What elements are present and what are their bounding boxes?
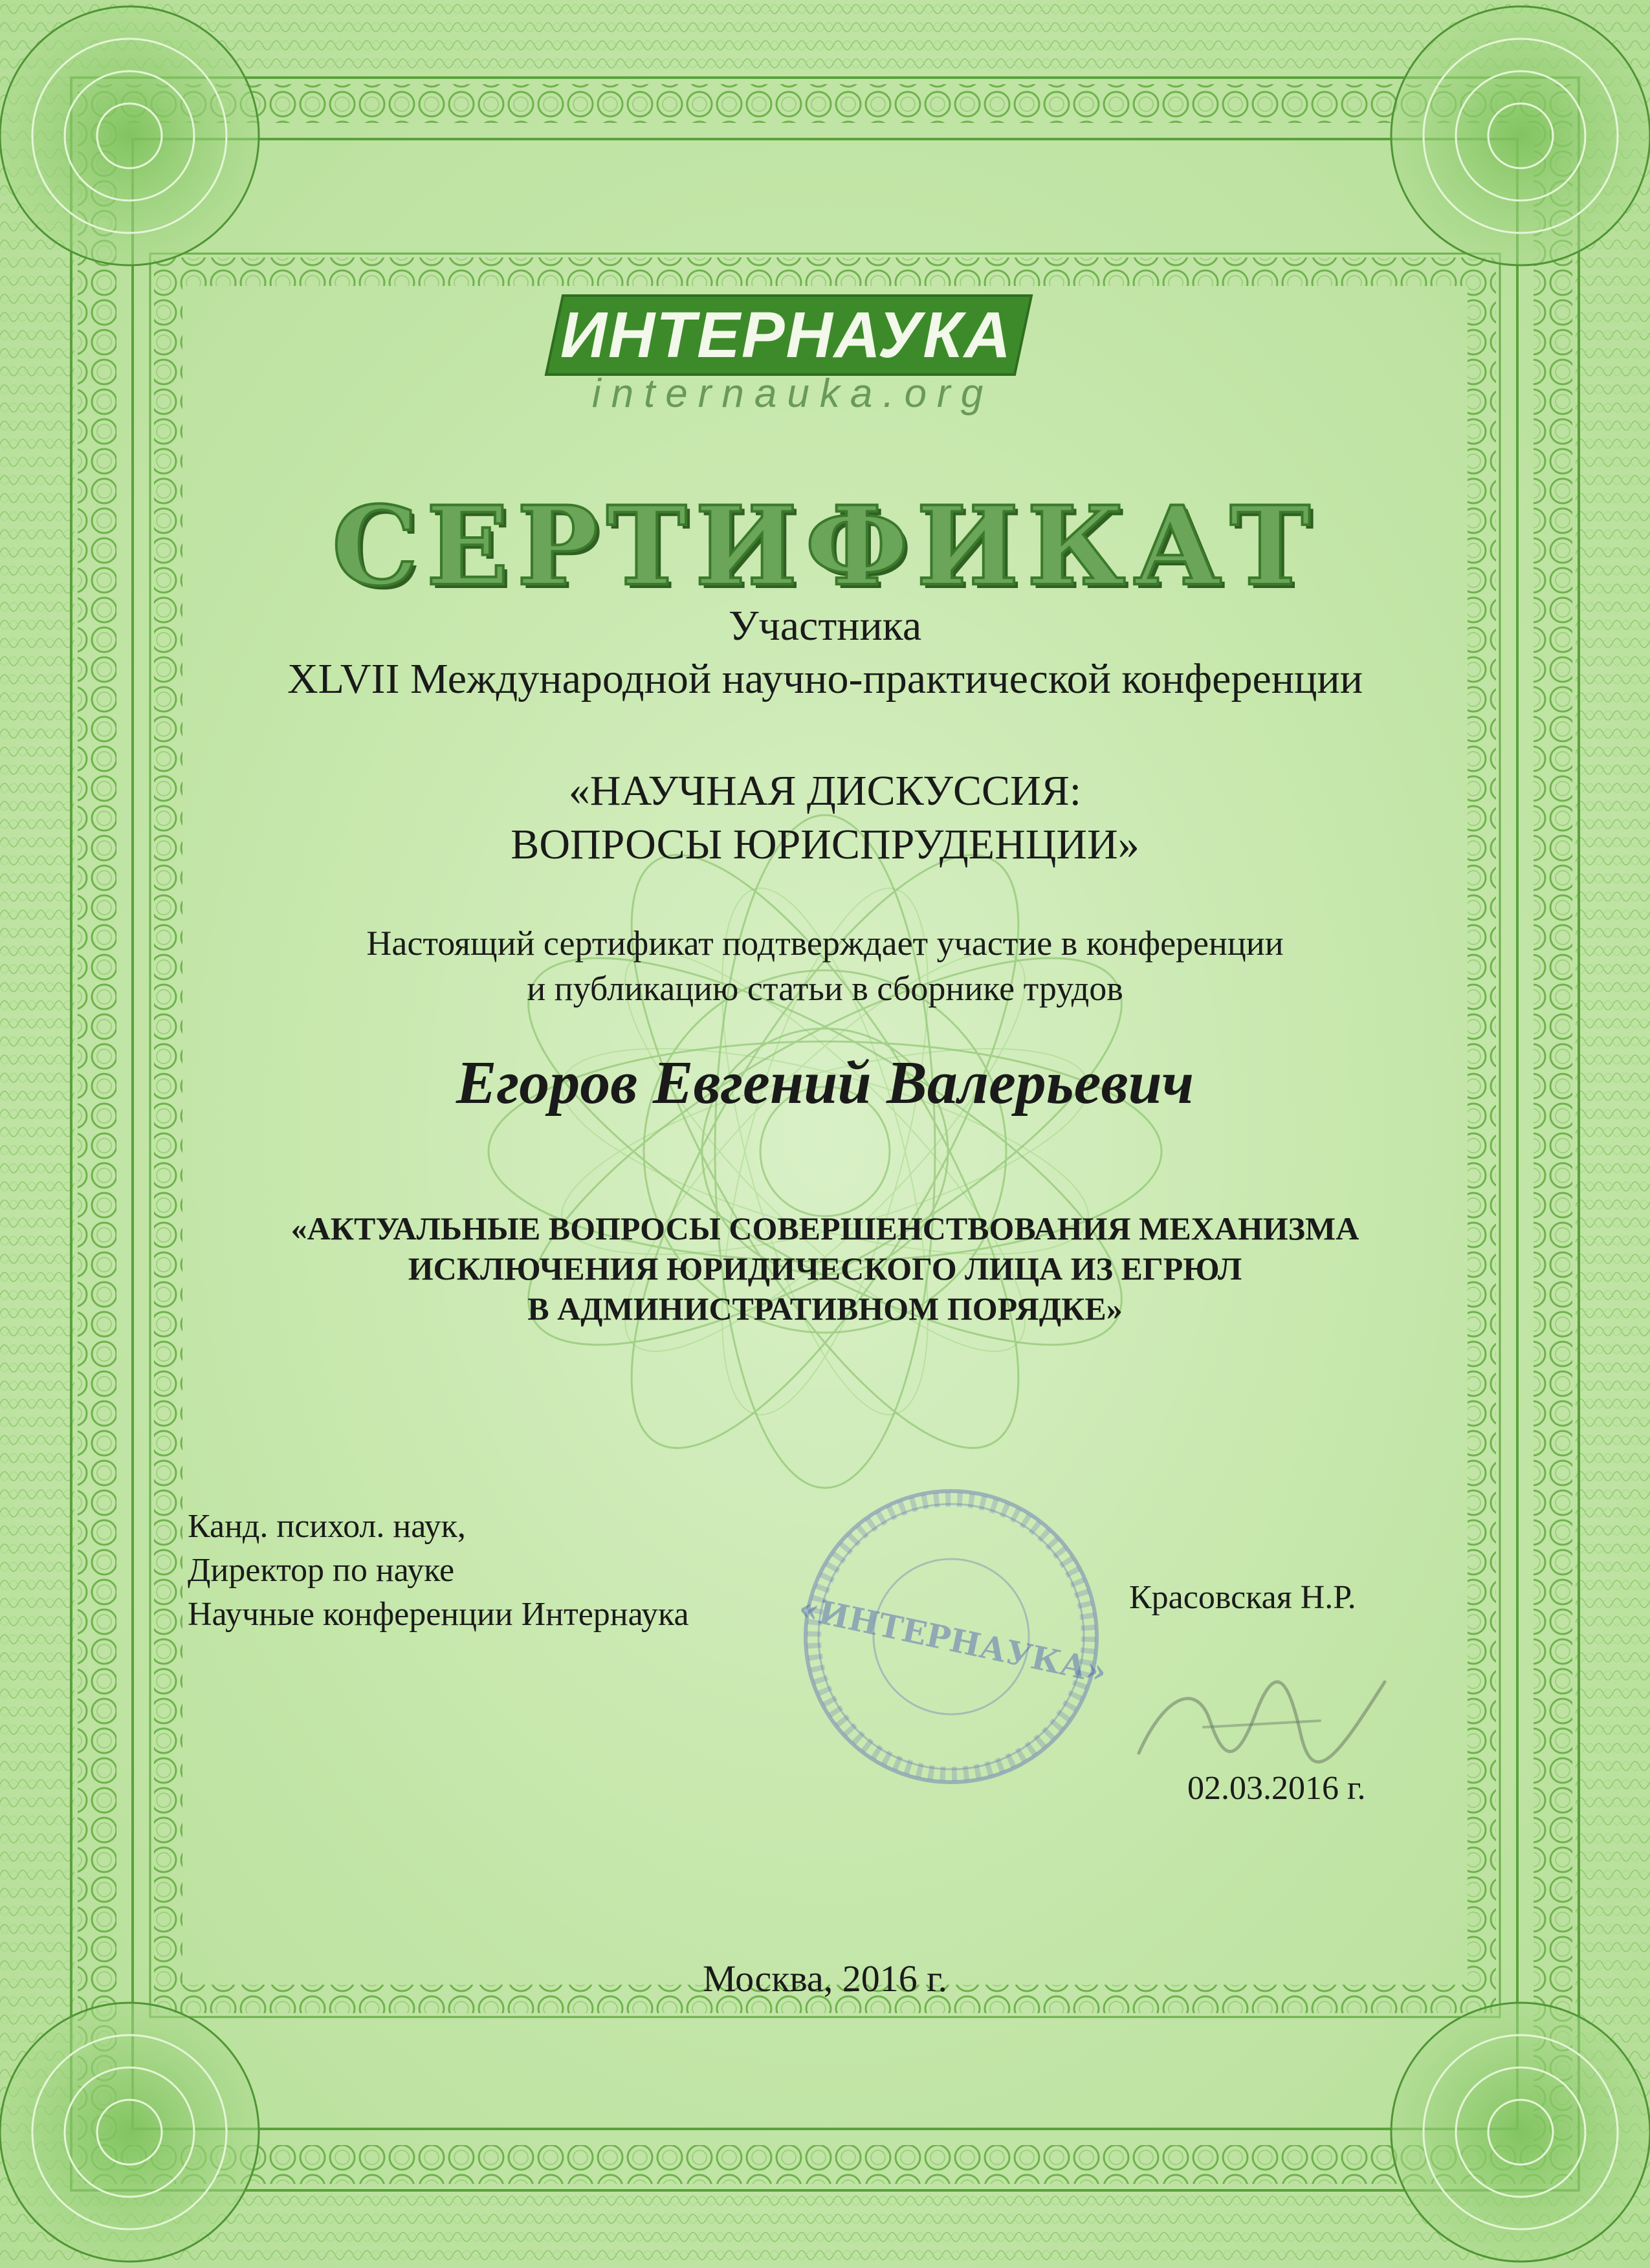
- participant-label: Участника: [728, 602, 922, 649]
- article-title-line1: «АКТУАЛЬНЫЕ ВОПРОСЫ СОВЕРШЕНСТВОВАНИЯ МЕХАНИЗМА: [291, 1210, 1359, 1247]
- stamp-label: «ИНТЕРНАУКА»: [795, 1588, 1110, 1692]
- article-title-line3: В АДМИНИСТРАТИВНОМ ПОРЯДКЕ»: [527, 1291, 1123, 1327]
- city-year: Москва, 2016 г.: [702, 1957, 948, 2000]
- signatory-name: Красовская Н.Р.: [1129, 1579, 1356, 1616]
- conference-description: XLVII Международной научно-практической конференции: [287, 655, 1363, 703]
- certificate-title: СЕРТИФИКАТ: [331, 482, 1319, 610]
- signatory-degree: Канд. психол. наук,: [188, 1508, 466, 1545]
- signatory-position: Директор по науке: [188, 1552, 455, 1589]
- signatory-organization: Научные конференции Интернаука: [188, 1596, 689, 1633]
- logo-name: ИНТЕРНАУКА: [560, 299, 1013, 371]
- logo-site: internauka.org: [591, 371, 994, 416]
- conference-name-line1: «НАУЧНАЯ ДИСКУССИЯ:: [568, 767, 1082, 814]
- participant-name: Егоров Евгений Валерьевич: [456, 1049, 1194, 1117]
- logo: [553, 294, 1032, 430]
- article-title-line2: ИСКЛЮЧЕНИЯ ЮРИДИЧЕСКОГО ЛИЦА ИЗ ЕГРЮЛ: [408, 1250, 1242, 1287]
- official-stamp: [795, 1481, 1110, 1792]
- conference-name-line2: ВОПРОСЫ ЮРИСПРУДЕНЦИИ»: [511, 821, 1139, 868]
- confirmation-line2: и публикацию статьи в сборнике трудов: [527, 969, 1123, 1008]
- confirmation-line1: Настоящий сертификат подтверждает участие в конференции: [366, 924, 1284, 963]
- issue-date: 02.03.2016 г.: [1187, 1770, 1366, 1807]
- handwritten-signature: [1126, 1656, 1398, 1779]
